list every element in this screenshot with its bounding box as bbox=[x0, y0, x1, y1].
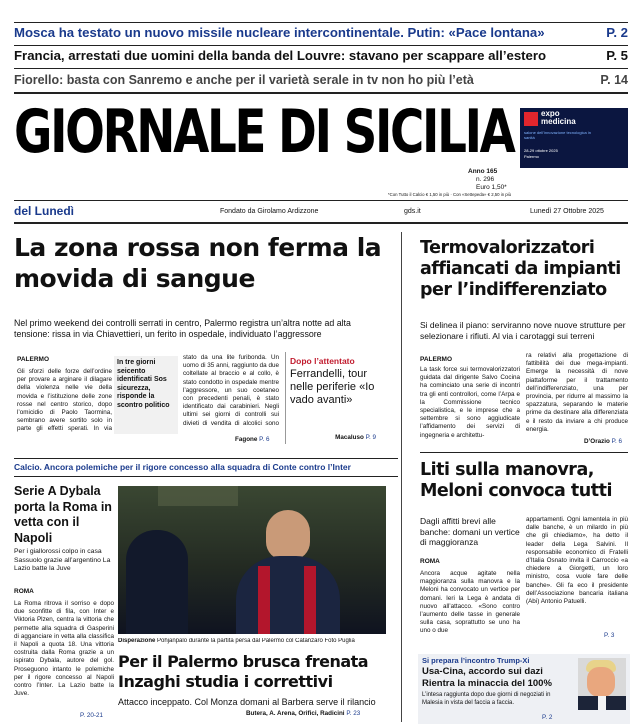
masthead-title[interactable]: GIORNALE DI SICILIA bbox=[14, 97, 514, 167]
divider bbox=[14, 222, 628, 224]
expo-logo-icon bbox=[524, 112, 538, 126]
dateline: PALERMO bbox=[420, 356, 453, 363]
divider bbox=[14, 22, 628, 23]
manovra-headline[interactable]: Liti sulla manovra, Meloni convoca tutti bbox=[420, 460, 612, 501]
player-shirt bbox=[236, 556, 340, 634]
lead-headline[interactable]: La zona rossa non ferma la movida di sangue bbox=[14, 233, 382, 293]
price-note: *Con Tutto il Calcio € 1,50 in più · Con «Settepeda» € 2,50 in più bbox=[388, 192, 512, 197]
roma-text: La Roma ritrova il sorriso e dopo due sconfitte di fila, con Inter e Viktoria Plzen, centra la vittoria che permette alla squadra di Gasperini di agganciare in vetta alla classifica il Napoli a quota 18. Una vittoria costruita dalla Roma grazie a un ispirato Dybala, autore del gol. Proseguono intanto le polemiche per il rigore concesso al Napoli contro l’Inter. La Lazio batte la Juve. bbox=[14, 600, 114, 698]
lead-column-1: Gli sforzi delle forze dell’ordine per provare a arginare il dilagare della violenza nelle vie della movida e l’istituzione delle zone rosse nel centro storico, dopo l’omicidio di Paolo Taormina, sembrano avere sortito solo in parte gli effetti sperati. In via bbox=[17, 368, 112, 433]
sport-photo[interactable] bbox=[118, 486, 386, 634]
photo-caption: Disperazione Pohjanpalo durante la partita persa dal Palermo col Catanzaro Foto Puglia bbox=[118, 638, 355, 644]
termovalorizzatori-signature: D’Orazio P. 6 bbox=[584, 438, 623, 445]
price: Euro 1,50* bbox=[476, 184, 507, 191]
roma-summary: Per i giallorossi colpo in casa Sassuolo grazie all’argentino La Lazio batte la Juve bbox=[14, 548, 111, 572]
divider bbox=[14, 92, 628, 94]
dateline: ROMA bbox=[420, 558, 440, 565]
manovra-page: P. 3 bbox=[604, 632, 615, 639]
top-headline-3[interactable]: Fiorello: basta con Sanremo e anche per il varietà serale in tv non ho più l’età P. 14 bbox=[14, 73, 628, 87]
sport-kicker[interactable]: Calcio. Ancora polemiche per il rigore concesso alla squadra di Conte contro l’Inter bbox=[14, 462, 351, 472]
trump-xi-box[interactable]: Si prepara l’incontro Trump-Xi Usa-Cina, accordo sui dazi Rientra la minaccia del 100% L’intesa raggiunta dopo due giorni di negoziati in Malesia in vista del faccia a faccia. P. 2 bbox=[418, 654, 630, 724]
roma-headline[interactable]: Serie A Dybala porta la Roma in vetta con il Napoli bbox=[14, 484, 112, 545]
dateline: ROMA bbox=[14, 588, 34, 595]
year: Anno 165 bbox=[468, 168, 498, 175]
founder: Fondato da Girolamo Ardizzone bbox=[220, 208, 319, 215]
top-headline-2[interactable]: Francia, arrestati due uomini della banda del Louvre: stavano per scappare all’estero P. 5 bbox=[14, 48, 628, 63]
divider bbox=[14, 200, 628, 201]
palermo-signature: Butera, A. Arena, Orifici, Radicini P. 23 bbox=[246, 710, 361, 717]
divider bbox=[14, 68, 628, 69]
divider bbox=[14, 45, 628, 46]
edition-label: del Lunedì bbox=[14, 204, 74, 218]
termovalorizzatori-column-1: La task force sui termovalorizzatori guidata dal dirigente Salvo Cocina ha cominciato una serie di incontri tra gli enti controllori, come l’Arpa e la Commissione tecnico specialistica, e le imprese che a settembre si sono aggiudicate l’affidamento dei servizi di ingegneria e architettu- bbox=[420, 366, 520, 439]
divider bbox=[285, 352, 286, 444]
top-headline-1[interactable]: Mosca ha testato un nuovo missile nucleare intercontinentale. Putin: «Pace lontana» P. 2 bbox=[14, 25, 628, 40]
website-link[interactable]: gds.it bbox=[404, 208, 421, 215]
lead-sidebar: In tre giorni seicento identificati Sos sicurezza, risponde la scontro politico bbox=[114, 356, 178, 434]
manovra-column-2: appartamenti. Ogni lamentela in più dalle banche, è un milardo in più che gli chiediamo», ha detto il leader della Lega Salvini. Il responsabile economico di Fratelli d’Italia Osnato invita il Carroccio «a chiedere a Giorgetti, un loro ministro, cosa vuole fare delle banche». Gli fa eco il presidente dell’Associazione bancaria italiana (Abi) Antonio Patuelli. bbox=[526, 516, 628, 606]
expo-medicina-ad[interactable]: expo medicina salone dell’innovazione tecnologica in sanità 28-29 ottobre 2025 Palermo bbox=[520, 108, 628, 168]
manovra-column-1: Ancora acque agitate nella maggioranza sulla manovra e la Meloni ha convocato un vertice per domani. Ieri la Lega è andata di nuovo all’attacco. «Sono contro l’aumento delle tasse in generale sulla casa, soprattutto se uno ha uno o due bbox=[420, 570, 520, 634]
divider bbox=[14, 458, 398, 459]
dateline: PALERMO bbox=[17, 356, 50, 363]
termovalorizzatori-summary: Si delinea il piano: serviranno nove nuove strutture per selezionare i rifiuti. Al via i carotaggi sui terreni bbox=[420, 320, 626, 341]
palermo-headline[interactable]: Per il Palermo brusca frenata Inzaghi studia i correttivi bbox=[118, 652, 369, 691]
trump-photo bbox=[578, 658, 626, 710]
issue-number: n. 296 bbox=[476, 176, 495, 183]
player-head bbox=[266, 510, 310, 560]
lead-column-3-signature: Fagone P. 6 bbox=[235, 436, 270, 443]
termovalorizzatori-headline[interactable]: Termovalorizzatori affiancati da impianti per l’indifferenziato bbox=[420, 238, 621, 300]
palermo-summary: Attacco inceppato. Col Monza domani al Barbera serve il rilancio bbox=[118, 697, 376, 707]
lead-summary: Nel primo weekend dei controlli serrati in centro, Palermo registra un’altra notte ad alta tensione: rissa in via Chiavettieri, un ferito in ospedale, individuato l’aggressore bbox=[14, 318, 351, 339]
column-divider bbox=[401, 232, 402, 722]
roma-page: P. 20-21 bbox=[80, 712, 103, 719]
date: Lunedì 27 Ottobre 2025 bbox=[530, 208, 604, 215]
manovra-summary: Dagli affitti brevi alle banche: domani un vertice di maggioranza bbox=[420, 516, 520, 547]
divider bbox=[420, 452, 628, 453]
divider bbox=[14, 476, 398, 477]
lead-column-3: stato da una lite furibonda. Un uomo di 35 anni, raggiunto da due coltellate al braccio e al collo, è stato condotto in ospedale mentre l’aggressore, un suo coetaneo con precedenti penali, è stato identificato dai carabinieri. Negli ultimi sei giorni di controlli sui divieti di vendita di alcolici sono bbox=[183, 354, 279, 427]
ferrandelli-box[interactable]: Dopo l’attentato Ferrandelli, tour nelle periferie «Io vado avanti» Macaluso P. 9 bbox=[290, 356, 376, 441]
termovalorizzatori-column-2: ra relativi alla progettazione di fattibilità dei due mega-impianti. Emerge la necessità di nove piattaforme per il trattamento dell’indifferenziato, una per provincia, per ridurre al massimo la spazzatura, separando le materie prime da destinare alla differenziata e il resto da inviare a chi produce energia. bbox=[526, 352, 628, 433]
